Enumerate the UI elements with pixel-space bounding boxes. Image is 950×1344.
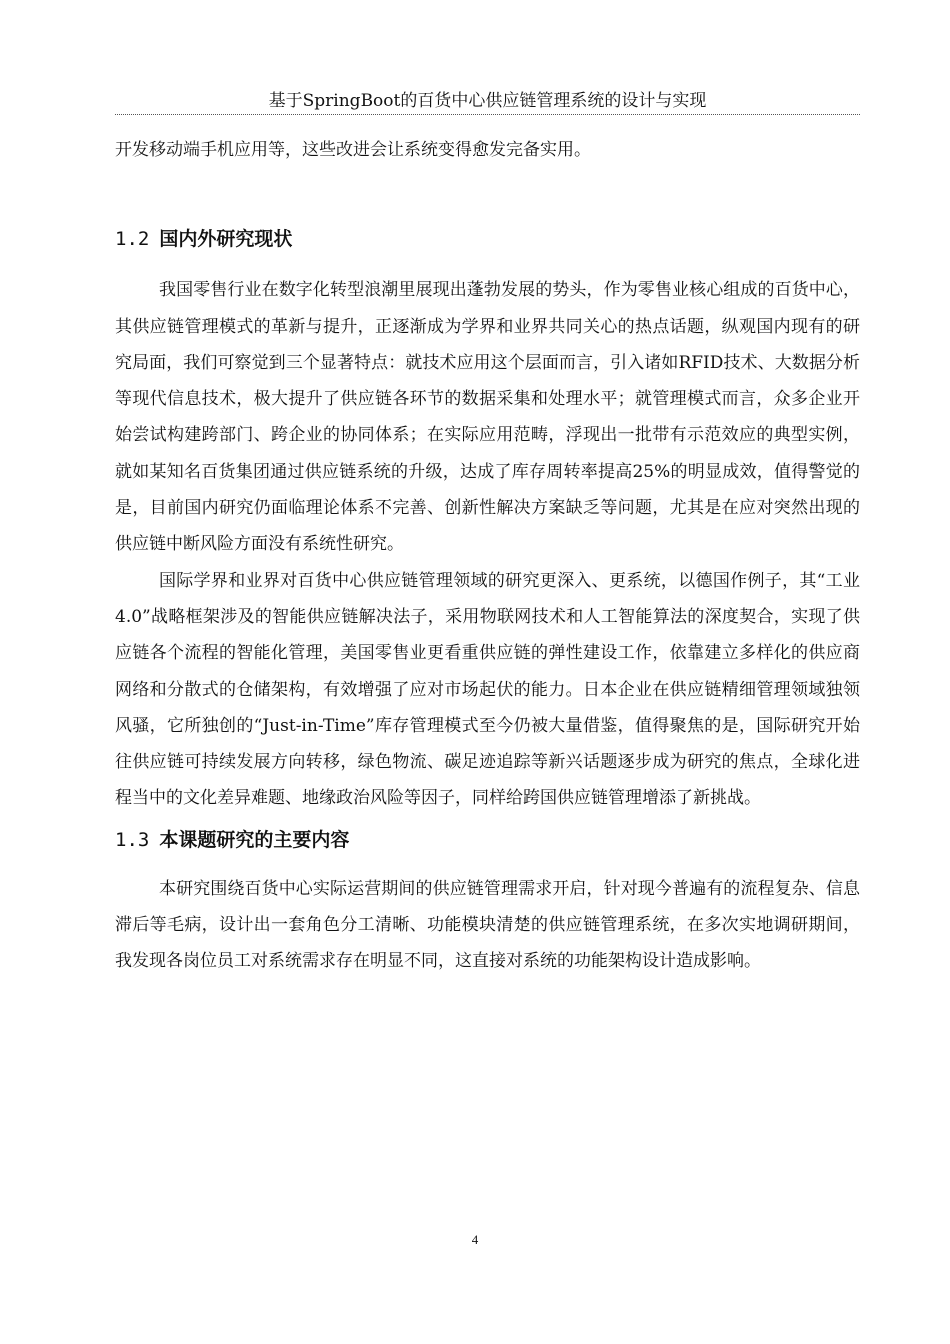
page-body <box>115 132 860 980</box>
section-heading-1-3 <box>115 825 860 855</box>
section-title: 国内外研究现状 <box>159 228 293 251</box>
page-number: 4 <box>471 1232 479 1247</box>
paragraph-main-content: 本研究围绕百货中心实际运营期间的供应链管理需求开启，针对现今普遍有的流程复杂、信息滞后等毛病，设计出一套角色分工清晰、功能模块清楚的供应链管理系统，在多次实地调研期间，我发现各岗位员工对系统需求存在明显不同，这直接对系统的功能架构设计造成影响。 <box>115 878 860 972</box>
header-divider <box>115 114 860 115</box>
section-title: 本课题研究的主要内容 <box>159 828 350 851</box>
carryover-paragraph: 开发移动端手机应用等，这些改进会让系统变得愈发完备实用。 <box>115 140 591 160</box>
paragraph-domestic-research: 我国零售行业在数字化转型浪潮里展现出蓬勃发展的势头，作为零售业核心组成的百货中心，其供应链管理模式的革新与提升，正逐渐成为学界和业界共同关心的热点话题，纵观国内现有的研究局面，我们可察觉到三个显著特点：就技术应用这个层面而言，引入诸如RFID技术、大数据分析等现代信息技术，极大提升了供应链各环节的数据采集和处理水平；就管理模式而言，众多企业开始尝试构建跨部门、跨企业的协同体系；在实际应用范畴，浮现出一批带有示范效应的典型实例，就如某知名百货集团通过供应链系统的升级，达成了库存周转率提高25%的明显成效，值得警觉的是，目前国内研究仍面临理论体系不完善、创新性解决方案缺乏等问题，尤其是在应对突然出现的供应链中断风险方面没有系统性研究。 <box>115 280 860 555</box>
running-header: 基于SpringBoot的百货中心供应链管理系统的设计与实现 <box>268 91 707 111</box>
section-heading-1-2 <box>115 224 860 254</box>
section-number: 1.2 <box>115 228 150 251</box>
section-number: 1.3 <box>115 828 150 851</box>
paragraph-international-research: 国际学界和业界对百货中心供应链管理领域的研究更深入、更系统，以德国作例子，其“工业4.0”战略框架涉及的智能供应链解决法子，采用物联网技术和人工智能算法的深度契合，实现了供应链各个流程的智能化管理，美国零售业更看重供应链的弹性建设工作，依靠建立多样化的供应商网络和分散式的仓储架构，有效增强了应对市场起伏的能力。日本企业在供应链精细管理领域独领风骚，它所独创的“Just-in-Time”库存管理模式至今仍被大量借鉴，值得聚焦的是，国际研究开始往供应链可持续发展方向转移，绿色物流、碳足迹追踪等新兴话题逐步成为研究的焦点，全球化进程当中的文化差异难题、地缘政治风险等因子，同样给跨国供应链管理增添了新挑战。 <box>115 570 860 809</box>
